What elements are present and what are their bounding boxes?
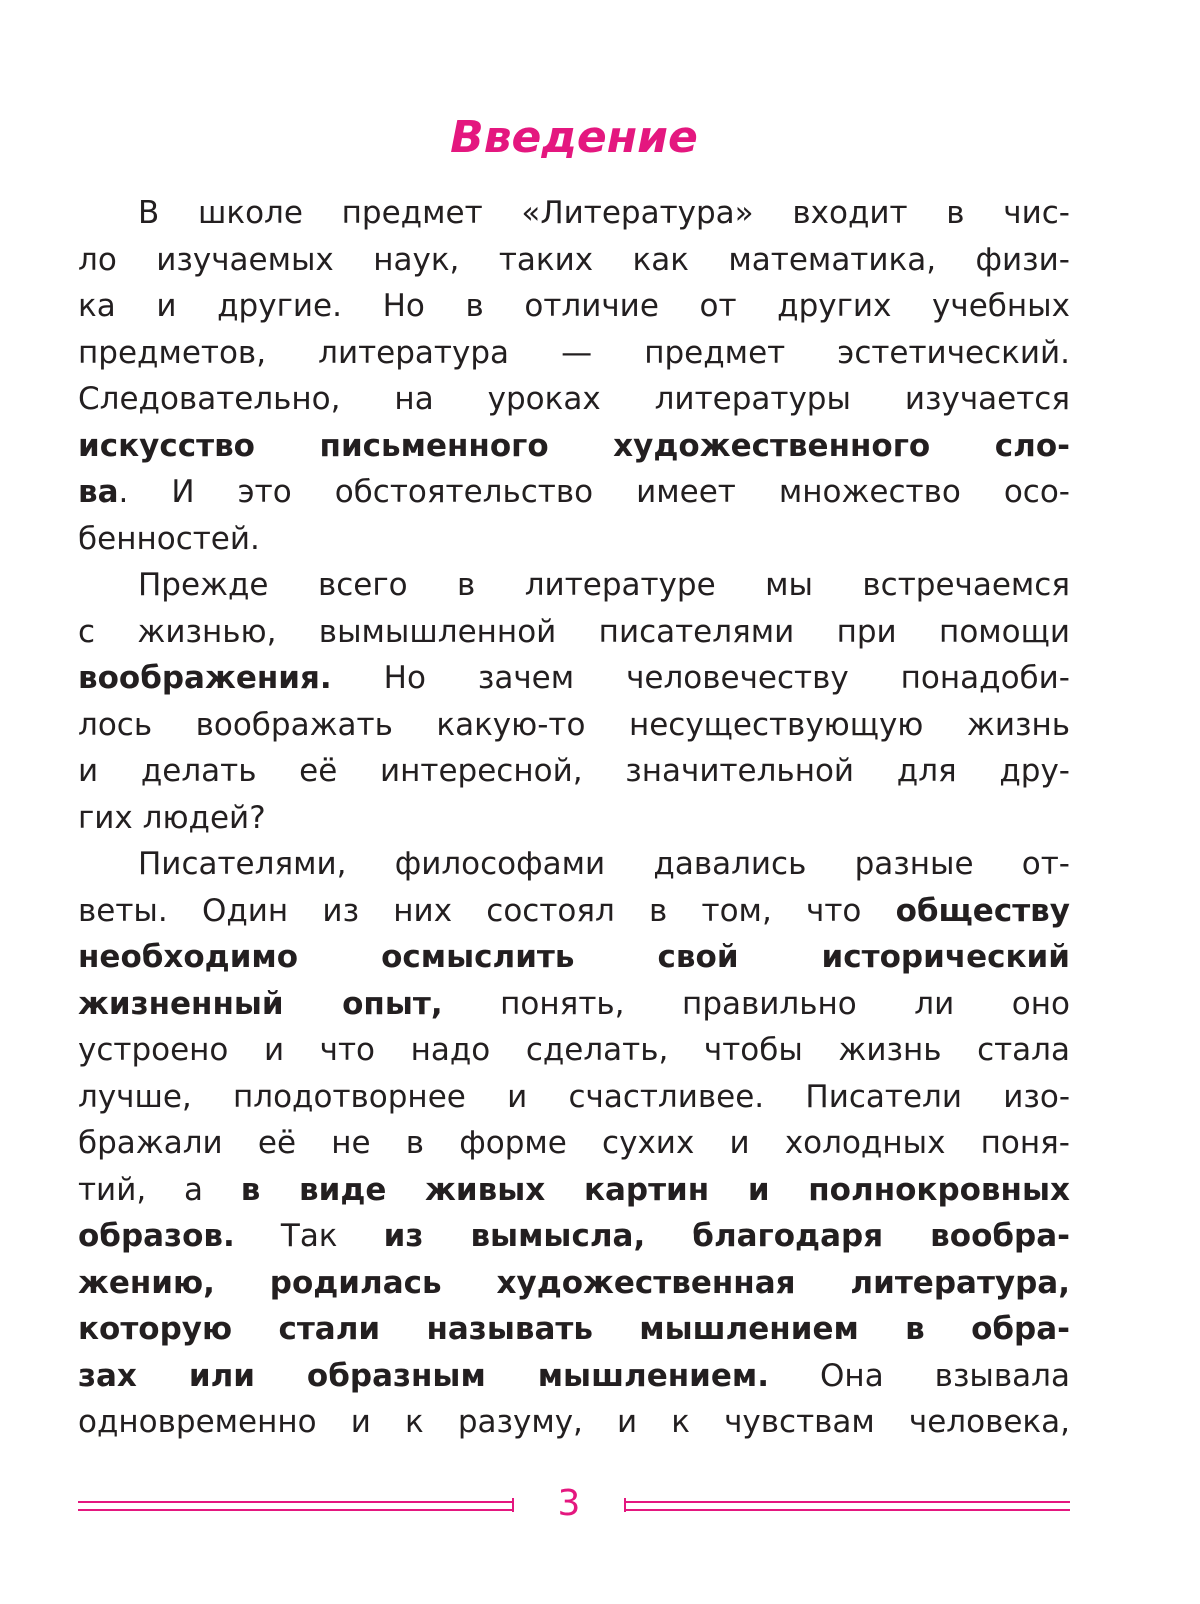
- bold-text-segment: ва: [78, 474, 119, 510]
- body-text: [78, 190, 1070, 1446]
- text-segment: понять, правильно ли оно: [442, 985, 1070, 1022]
- text-line: [78, 1027, 1070, 1074]
- bold-text-segment: обществу: [895, 892, 1070, 929]
- text-segment: бражали её не в форме сухих и холодных поня-: [78, 1125, 1070, 1161]
- text-line: [78, 1120, 1070, 1167]
- text-line: [78, 1306, 1070, 1353]
- text-line: [78, 1260, 1070, 1307]
- text-segment: Писателями, философами давались разные от-: [138, 846, 1070, 882]
- text-segment: лучше, плодотворнее и счастливее. Писатели изо-: [78, 1078, 1070, 1115]
- text-segment: Она взывала: [769, 1357, 1070, 1394]
- text-line: [78, 562, 1070, 609]
- text-line: [78, 1213, 1070, 1260]
- page-number: 3: [557, 1483, 581, 1524]
- text-segment: веты. Один из них состоял в том, что: [78, 892, 896, 929]
- bold-text-segment: из вымысла, благодаря вообра-: [383, 1218, 1070, 1254]
- bold-text-segment: жению, родилась художественная литература,: [78, 1264, 1070, 1301]
- text-line: [78, 1353, 1070, 1400]
- text-segment: В школе предмет «Литература» входит в чис-: [138, 195, 1070, 231]
- bold-text-segment: необходимо осмыслить свой исторический: [78, 939, 1070, 975]
- text-segment: тий, а: [78, 1171, 241, 1208]
- bold-text-segment: которую стали называть мышлением в обра-: [78, 1311, 1070, 1347]
- text-segment: ло изучаемых наук, таких как математика, физи-: [78, 241, 1070, 278]
- footer-rule-left: [78, 1501, 512, 1511]
- text-segment: гих людей?: [78, 799, 266, 836]
- text-segment: с жизнью, вымышленной писателями при помощи: [78, 613, 1070, 650]
- bold-text-segment: искусство письменного художественного сло-: [78, 427, 1070, 464]
- text-segment: предметов, литература — предмет эстетический.: [78, 334, 1070, 371]
- bold-text-segment: воображения.: [78, 660, 332, 696]
- text-line: [78, 841, 1070, 888]
- text-segment: и делать её интересной, значительной для дру-: [78, 753, 1070, 789]
- text-line: [78, 330, 1070, 377]
- bold-text-segment: зах или образным мышлением.: [78, 1357, 770, 1394]
- text-line: [78, 237, 1070, 284]
- text-line: [78, 1167, 1070, 1214]
- text-line: [78, 934, 1070, 981]
- text-line: [78, 1399, 1070, 1446]
- text-segment: лось воображать какую-то несуществующую жизнь: [78, 706, 1070, 743]
- text-segment: ка и другие. Но в отличие от других учебных: [78, 288, 1070, 324]
- bold-text-segment: в виде живых картин и полнокровных: [240, 1171, 1070, 1208]
- text-line: [78, 981, 1070, 1028]
- text-line: [78, 190, 1070, 237]
- footer-rule-right: [626, 1501, 1070, 1511]
- text-line: [78, 423, 1070, 470]
- text-line: [78, 748, 1070, 795]
- text-segment: устроено и что надо сделать, чтобы жизнь стала: [78, 1032, 1070, 1068]
- page-title: Введение: [450, 112, 698, 163]
- text-line: [78, 655, 1070, 702]
- bold-text-segment: образов.: [78, 1218, 235, 1254]
- footer-rule-left-cap: [512, 1498, 514, 1512]
- text-segment: Следовательно, на уроках литературы изучается: [78, 381, 1070, 417]
- text-line: [78, 888, 1070, 935]
- bold-text-segment: жизненный опыт,: [78, 985, 443, 1022]
- text-segment: Прежде всего в литературе мы встречаемся: [138, 567, 1070, 603]
- text-segment: . И это обстоятельство имеет множество осо-: [118, 474, 1070, 510]
- text-segment: бенностей.: [78, 520, 260, 557]
- text-segment: Но зачем человечеству понадоби-: [331, 660, 1070, 696]
- text-line: [78, 702, 1070, 749]
- text-segment: Так: [234, 1218, 384, 1254]
- text-line: [78, 1074, 1070, 1121]
- text-line: [78, 609, 1070, 656]
- text-line: [78, 516, 1070, 563]
- text-line: [78, 376, 1070, 423]
- text-segment: одновременно и к разуму, и к чувствам человека,: [78, 1404, 1070, 1440]
- text-line: [78, 469, 1070, 516]
- text-line: [78, 795, 1070, 842]
- text-line: [78, 283, 1070, 330]
